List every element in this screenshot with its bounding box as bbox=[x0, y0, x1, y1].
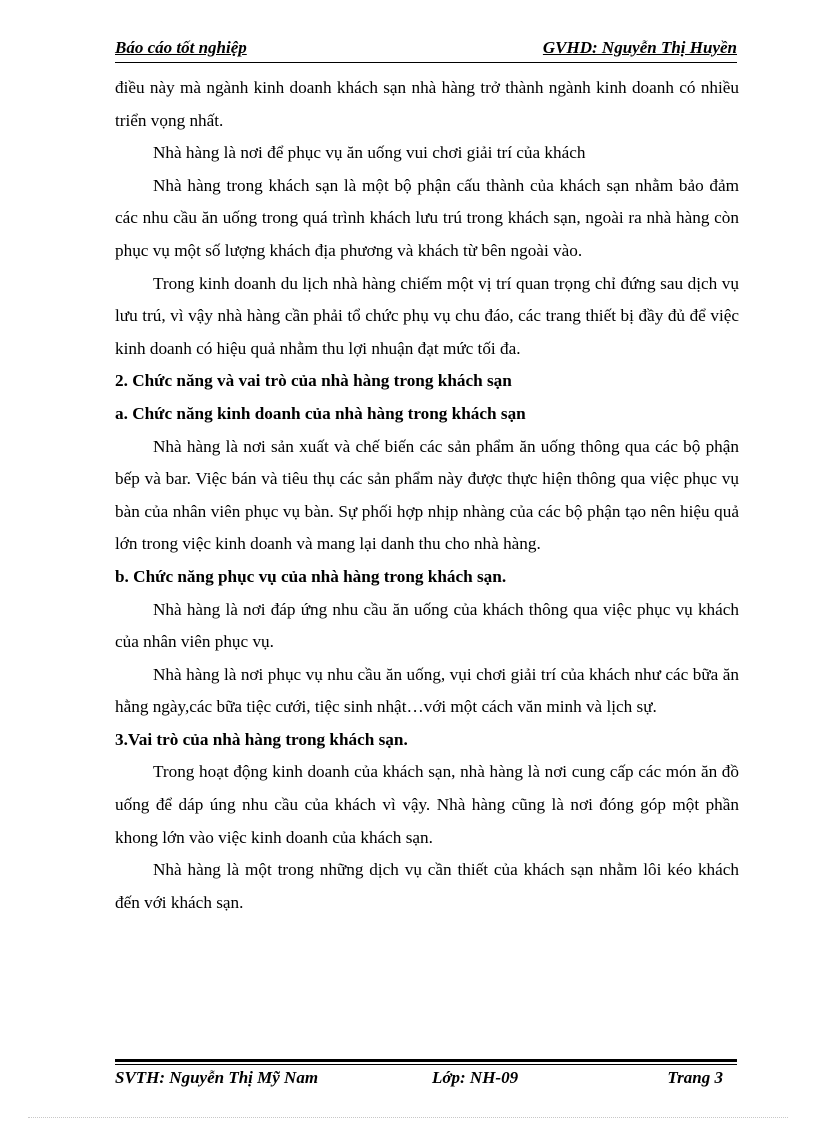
page-footer bbox=[115, 1068, 737, 1094]
paragraph: Trong kinh doanh du lịch nhà hàng chiếm một vị trí quan trọng chỉ đứng sau dịch vụ lưu trú, vì vậy nhà hàng cần phải tổ chức phụ vụ chu đáo, các trang thiết bị đầy đủ để việc kinh doanh có hiệu quả nhằm thu lợi nhuận đạt mức tối đa. bbox=[115, 273, 739, 358]
paragraph: Nhà hàng là nơi sản xuất và chế biến các sản phẩm ăn uống thông qua các bộ phận bếp và bar. Việc bán và tiêu thụ các sản phẩm này được thực hiện thông qua việc phục vụ bàn của nhân viên phục vụ bàn. Sự phối hợp nhịp nhàng của các bộ phận tạo nên hiệu quả lớn trong việc kinh doanh và mang lại danh thu cho nhà hàng. bbox=[115, 436, 739, 554]
paragraph: Nhà hàng là nơi đáp ứng nhu cầu ăn uống của khách thông qua việc phục vụ khách của nhân viên phục vụ. bbox=[115, 599, 739, 652]
footer-divider-thin bbox=[115, 1064, 737, 1065]
paragraph: Nhà hàng là nơi phục vụ nhu cầu ăn uống, vụi chơi giải trí của khách như các bữa ăn hằng ngày,các bữa tiệc cưới, tiệc sinh nhật…với một cách văn minh và lịch sự. bbox=[115, 664, 739, 717]
report-title: Báo cáo tốt nghiệp bbox=[115, 38, 247, 57]
page-body bbox=[115, 72, 739, 919]
class-label: Lớp: NH-09 bbox=[432, 1068, 519, 1087]
paragraph: Nhà hàng là một trong những dịch vụ cần thiết của khách sạn nhằm lôi kéo khách đến với khách sạn. bbox=[115, 860, 739, 912]
supervisor-name: GVHD: Nguyễn Thị Huyền bbox=[542, 38, 737, 57]
subsection-heading: a. Chức năng kinh doanh của nhà hàng trong khách sạn bbox=[115, 403, 526, 423]
header-divider bbox=[115, 62, 737, 63]
paragraph: Trong hoạt động kinh doanh của khách sạn, nhà hàng là nơi cung cấp các món ăn đồ uống để dáp úng nhu cầu của khách vì vậy. Nhà hàng cũng là nơi đóng góp một phần khong lớn vào việc kinh doanh của khách sạn. bbox=[115, 762, 739, 847]
student-name: SVTH: Nguyễn Thị Mỹ Nam bbox=[115, 1068, 319, 1087]
subsection-heading: b. Chức năng phục vụ của nhà hàng trong khách sạn. bbox=[115, 566, 507, 586]
paragraph: Nhà hàng là nơi để phục vụ ăn uống vui chơi giải trí của khách bbox=[153, 143, 586, 163]
section-heading: 2. Chức năng và vai trò của nhà hàng trong khách sạn bbox=[115, 371, 512, 391]
paragraph: Nhà hàng trong khách sạn là một bộ phận cấu thành của khách sạn nhằm bảo đảm các nhu cầu ăn uống trong quá trình khách lưu trú trong khách sạn, ngoài ra nhà hàng còn phục vụ một số lượng khách địa phương và khách từ bên ngoài vào. bbox=[115, 175, 739, 260]
footer-divider-thick bbox=[115, 1059, 737, 1062]
page-number: Trang 3 bbox=[667, 1068, 723, 1087]
page-boundary bbox=[28, 1117, 788, 1118]
section-heading: 3.Vai trò của nhà hàng trong khách sạn. bbox=[115, 729, 408, 749]
paragraph: điều này mà ngành kinh doanh khách sạn nhà hàng trở thành ngành kinh doanh có nhiều triển vọng nhất. bbox=[115, 78, 739, 130]
page-header bbox=[115, 38, 737, 62]
